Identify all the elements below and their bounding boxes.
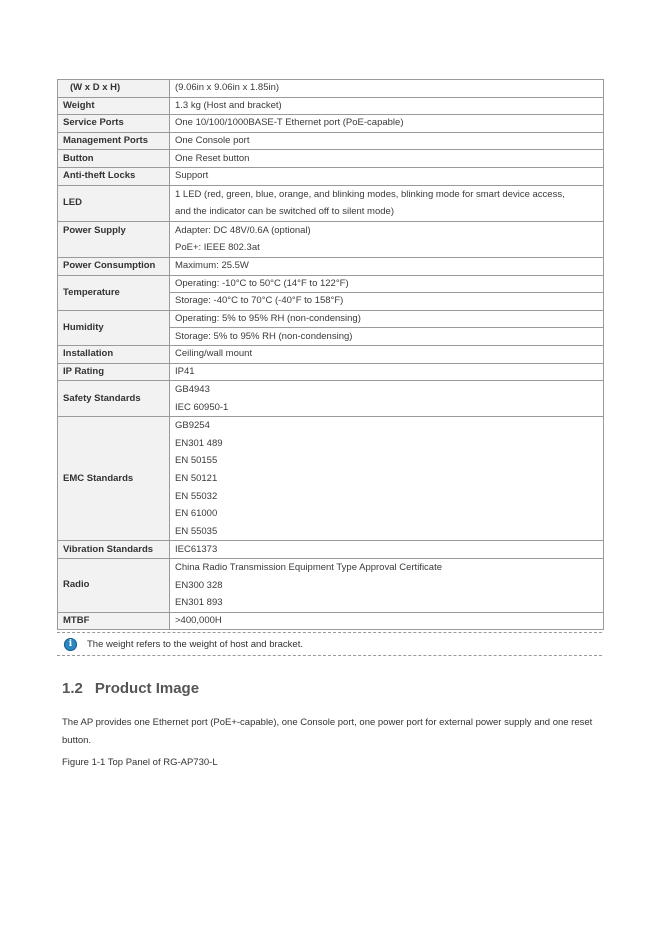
note-text: The weight refers to the weight of host and bracket. [87,638,303,650]
row-label: Power Consumption [58,257,170,275]
value-line: PoE+: IEEE 802.3at [175,242,260,254]
row-label: IP Rating [58,363,170,381]
value-line: EN 55032 [175,490,218,502]
value-line: EN 50155 [175,455,218,467]
value-line: China Radio Transmission Equipment Type Approval Certificate [175,562,443,574]
info-icon: i [64,638,77,651]
table-row [58,310,604,328]
row-value [170,185,604,221]
row-value: One 10/100/1000BASE-T Ethernet port (PoE-capable) [170,115,604,133]
section-title: Product Image [94,680,200,697]
row-value [170,221,604,257]
table-row [58,150,604,168]
value-line: GB4943 [175,384,210,396]
table-row [58,559,604,613]
value-line: IEC 60950-1 [175,401,229,413]
table-row [58,381,604,417]
body-paragraph: The AP provides one Ethernet port (PoE+-capable), one Console port, one power port for external power supply and one reset button. [62,717,593,746]
row-label: Safety Standards [58,381,170,417]
row-label: Radio [58,559,170,613]
row-value: IP41 [170,363,604,381]
table-row [58,612,604,630]
row-label: EMC Standards [58,417,170,541]
value-line: EN300 328 [175,579,223,591]
value-line: EN 55035 [175,525,218,537]
table-row [58,541,604,559]
row-value: One Reset button [170,150,604,168]
row-value: One Console port [170,132,604,150]
table-row [58,97,604,115]
row-label: Vibration Standards [58,541,170,559]
row-value: Maximum: 25.5W [170,257,604,275]
row-label: Service Ports [58,115,170,133]
row-value: Storage: -40°C to 70°C (-40°F to 158°F) [170,293,604,311]
value-line: EN 61000 [175,508,218,520]
row-label: (W x D x H) [58,80,170,98]
value-line: and the indicator can be switched off to silent mode) [175,206,394,218]
table-row [58,167,604,185]
row-label: Humidity [58,310,170,345]
table-row [58,80,604,98]
row-label: Anti-theft Locks [58,167,170,185]
row-label: Button [58,150,170,168]
table-row [58,363,604,381]
table-row [58,417,604,541]
row-value [170,381,604,417]
table-row [58,345,604,363]
row-label: Management Ports [58,132,170,150]
section-number: 1.2 [62,680,83,697]
value-line: Adapter: DC 48V/0.6A (optional) [175,224,311,236]
row-value: (9.06in x 9.06in x 1.85in) [170,80,604,98]
row-label: Weight [58,97,170,115]
value-line: GB9254 [175,420,210,432]
note-box [57,632,602,656]
row-value: >400,000H [170,612,604,630]
table-row [58,221,604,257]
row-value: IEC61373 [170,541,604,559]
spec-table [57,79,604,630]
value-line: EN301 893 [175,597,223,609]
figure-caption: Figure 1-1 Top Panel of RG-AP730-L [62,757,218,768]
table-row [58,275,604,293]
value-line: EN301 489 [175,437,223,449]
row-label: Temperature [58,275,170,310]
row-value [170,417,604,541]
row-value: Storage: 5% to 95% RH (non-condensing) [170,328,604,346]
table-row [58,115,604,133]
row-value: Ceiling/wall mount [170,345,604,363]
section-heading [62,680,199,697]
row-value: Operating: 5% to 95% RH (non-condensing) [170,310,604,328]
value-line: EN 50121 [175,473,218,485]
row-label: Power Supply [58,221,170,257]
table-row [58,257,604,275]
table-row [58,132,604,150]
value-line: 1 LED (red, green, blue, orange, and blinking modes, blinking mode for smart device access, [175,188,565,200]
row-label: MTBF [58,612,170,630]
row-value: 1.3 kg (Host and bracket) [170,97,604,115]
table-row [58,185,604,221]
row-label: LED [58,185,170,221]
row-value: Support [170,167,604,185]
row-value [170,559,604,613]
row-label: Installation [58,345,170,363]
row-value: Operating: -10°C to 50°C (14°F to 122°F) [170,275,604,293]
